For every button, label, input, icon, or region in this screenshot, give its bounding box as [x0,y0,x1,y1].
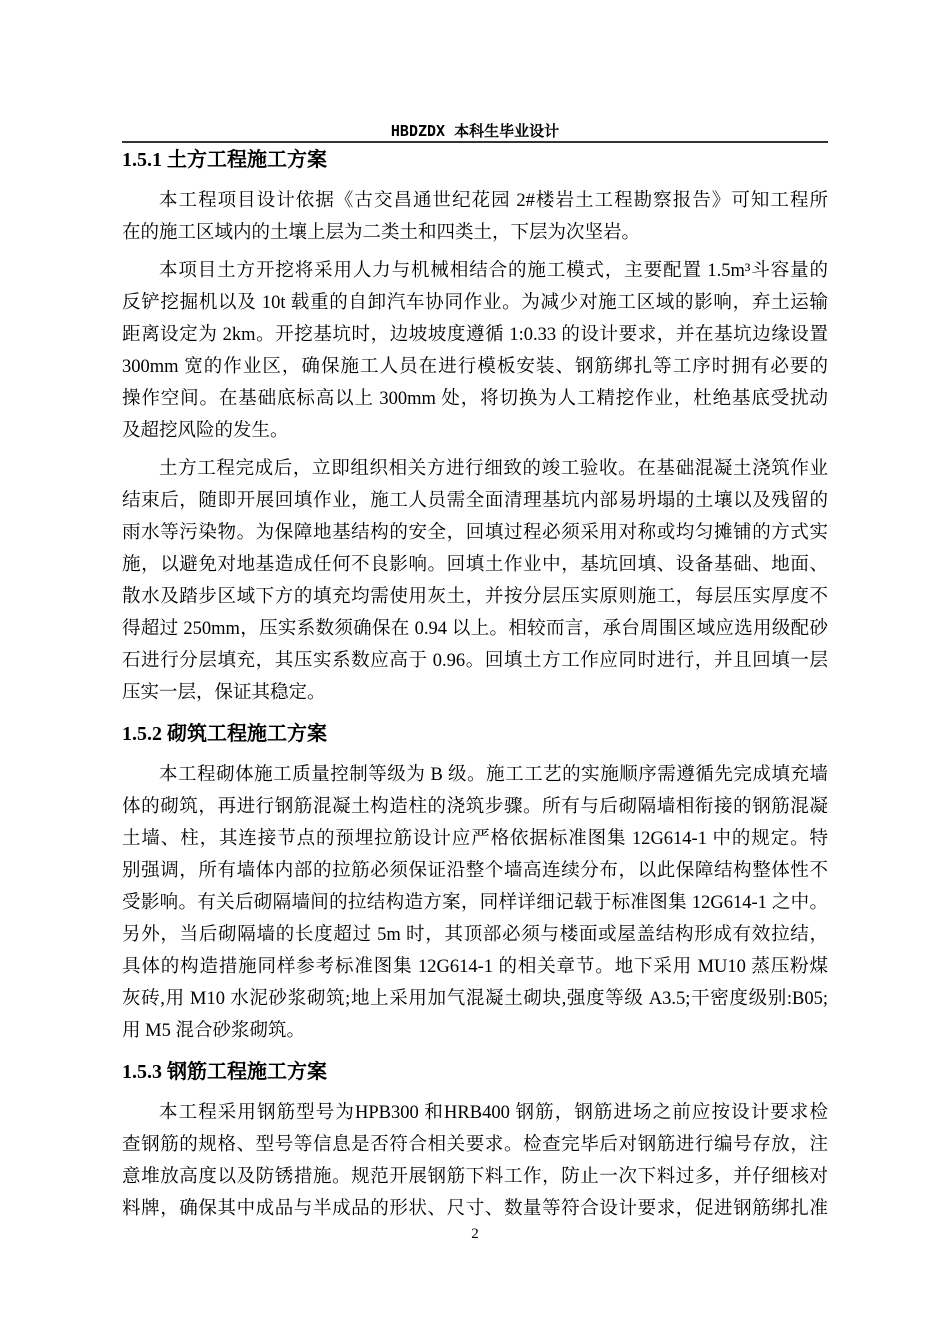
text-line: 意堆放高度以及防锈措施。规范开展钢筋下料工作，防止一次下料过多，并仔细核对 [122,1167,828,1187]
text-line: 土墙、柱，其连接节点的预埋拉筋设计应严格依据标准图集 12G614-1 中的规定。特 [122,829,828,849]
text-line: 料牌，确保其中成品与半成品的形状、尺寸、数量等符合设计要求，促进钢筋绑扎准 [122,1199,828,1219]
text-line: 雨水等污染物。为保障地基结构的安全，回填过程必须采用对称或均匀摊铺的方式实 [122,523,828,543]
text-line: 反铲挖掘机以及 10t 载重的自卸汽车协同作业。为减少对施工区域的影响，弃土运输 [122,293,828,313]
text-line: 操作空间。在基础底标高以上 300mm 处，将切换为人工精挖作业，杜绝基底受扰动 [122,389,828,409]
text-line: 查钢筋的规格、型号等信息是否符合相关要求。检查完毕后对钢筋进行编号存放，注 [122,1135,828,1155]
text-line: 别强调，所有墙体内部的拉筋必须保证沿整个墙高连续分布，以此保障结构整体性不 [122,861,828,881]
text-line: 本工程采用钢筋型号为HPB300 和HRB400 钢筋，钢筋进场之前应按设计要求检 [159,1103,828,1123]
text-line: 受影响。有关后砌隔墙间的拉结构造方案，同样详细记载于标准图集 12G614-1 之中。 [122,893,828,913]
text-line: 本工程项目设计依据《古交昌通世纪花园 2#楼岩土工程勘察报告》可知工程所 [159,191,828,211]
section-heading: 1.5.2 砌筑工程施工方案 [122,723,327,745]
section [122,719,828,1047]
paragraph [122,185,828,249]
text-line: 本项目土方开挖将采用人力与机械相结合的施工模式，主要配置 1.5m³斗容量的 [159,261,828,281]
text-line: 在的施工区域内的土壤上层为二类土和四类土，下层为次坚岩。 [122,223,641,243]
text-line: 本工程砌体施工质量控制等级为 B 级。施工工艺的实施顺序需遵循先完成填充墙 [159,765,828,785]
text-line: 石进行分层填充，其压实系数应高于 0.96。回填土方工作应同时进行，并且回填一层 [122,651,828,671]
header-rule [122,141,828,143]
text-line: 用 M5 混合砂浆砌筑。 [122,1021,305,1041]
text-line: 另外，当后砌隔墙的长度超过 5m 时，其顶部必须与楼面或屋盖结构形成有效拉结， [122,925,828,945]
text-line: 距离设定为 2km。开挖基坑时，边坡坡度遵循 1:0.33 的设计要求，并在基坑边缘设置 [122,325,828,345]
paragraph [122,1097,828,1225]
section [122,145,828,709]
text-line: 结束后，随即开展回填作业，施工人员需全面清理基坑内部易坍塌的土壤以及残留的 [122,491,828,511]
paragraph [122,255,828,447]
text-line: 300mm 宽的作业区，确保施工人员在进行模板安装、钢筋绑扎等工序时拥有必要的 [122,357,828,377]
section [122,1057,828,1225]
text-line: 得超过 250mm，压实系数须确保在 0.94 以上。相较而言，承台周围区域应选用级配砂 [122,619,828,639]
text-line: 具体的构造措施同样参考标准图集 12G614-1 的相关章节。地下采用 MU10 蒸压粉煤 [122,957,828,977]
page-number: 2 [471,1226,479,1242]
text-line: 压实一层，保证其稳定。 [122,683,326,703]
paragraph [122,759,828,1047]
text-line: 散水及踏步区域下方的填充均需使用灰土，并按分层压实原则施工，每层压实厚度不 [122,587,828,607]
page-header: HBDZDX 本科生毕业设计 [390,122,560,140]
text-line: 灰砖,用 M10 水泥砂浆砌筑;地上采用加气混凝土砌块,强度等级 A3.5;干密度级别:B05; [122,989,828,1009]
section-heading: 1.5.1 土方工程施工方案 [122,149,327,171]
section-heading: 1.5.3 钢筋工程施工方案 [122,1061,327,1083]
text-line: 及超挖风险的发生。 [122,421,289,441]
document-body [122,145,828,1225]
text-line: 施，以避免对地基造成任何不良影响。回填土作业中，基坑回填、设备基础、地面、 [122,555,828,575]
text-line: 体的砌筑，再进行钢筋混凝土构造柱的浇筑步骤。所有与后砌隔墙相衔接的钢筋混凝 [122,797,828,817]
text-line: 土方工程完成后，立即组织相关方进行细致的竣工验收。在基础混凝土浇筑作业 [159,459,828,479]
paragraph [122,453,828,709]
